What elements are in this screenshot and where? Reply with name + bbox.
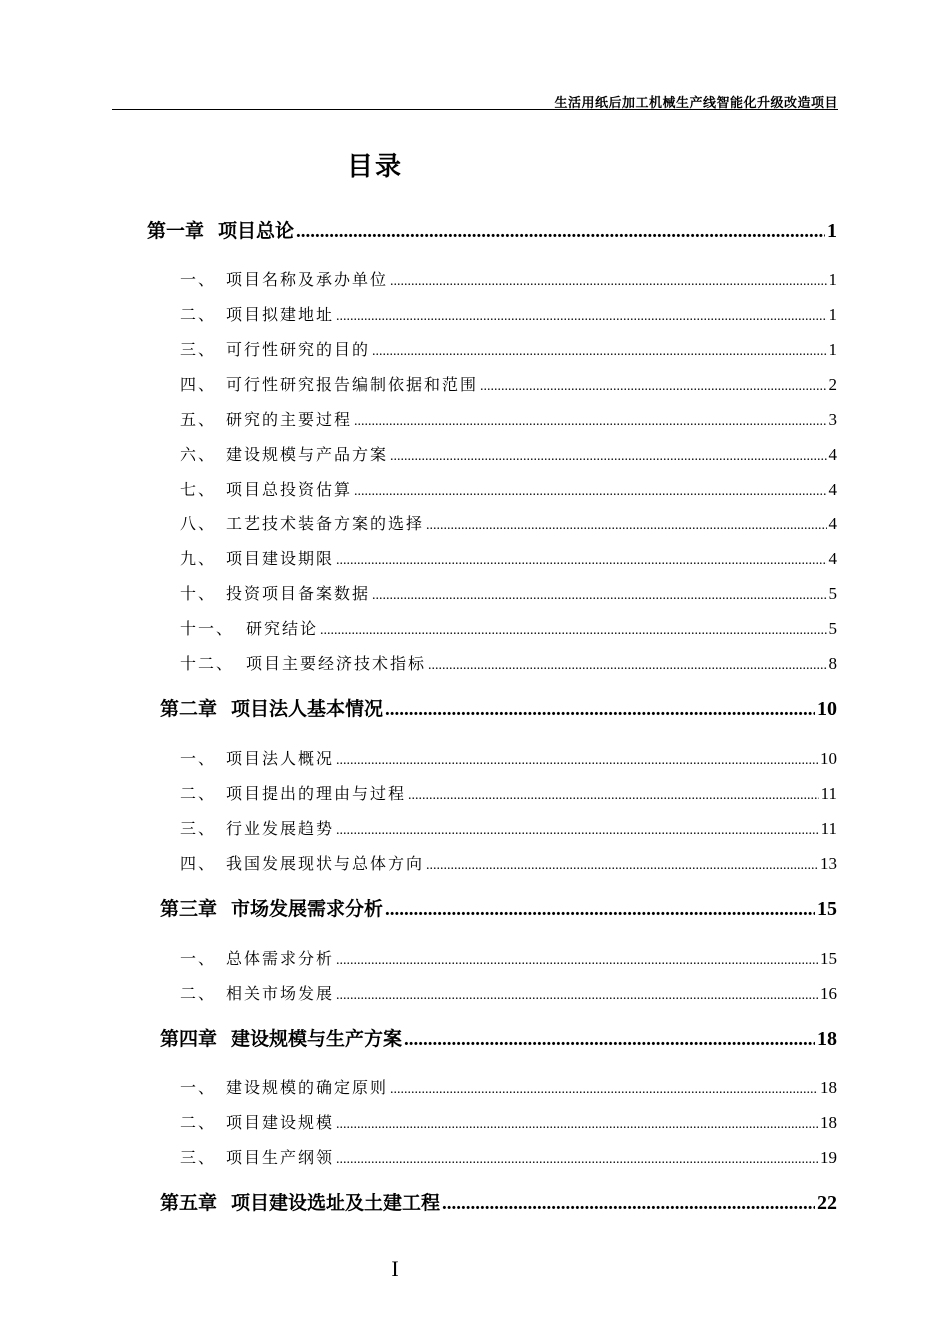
section-title: 项目总投资估算 bbox=[226, 480, 353, 499]
toc-section[interactable] bbox=[180, 372, 837, 395]
toc-section[interactable] bbox=[180, 442, 837, 465]
dot-leader bbox=[320, 623, 826, 639]
dot-leader bbox=[336, 309, 826, 325]
toc-section[interactable] bbox=[180, 302, 837, 325]
chapter-title: 项目法人基本情况 bbox=[231, 698, 384, 720]
dot-leader bbox=[372, 588, 826, 604]
dot-leader bbox=[296, 221, 825, 243]
toc-section[interactable] bbox=[180, 1110, 837, 1133]
section-number: 一、 bbox=[180, 949, 217, 968]
toc-chapter-2[interactable] bbox=[160, 694, 837, 721]
chapter-title: 建设规模与生产方案 bbox=[231, 1028, 403, 1050]
dot-leader bbox=[385, 699, 815, 721]
dot-leader bbox=[336, 1152, 818, 1168]
section-title: 我国发展现状与总体方向 bbox=[226, 854, 425, 873]
toc-section[interactable] bbox=[180, 981, 837, 1004]
dot-leader bbox=[336, 823, 819, 839]
toc-section[interactable] bbox=[180, 816, 837, 839]
toc-section[interactable] bbox=[180, 581, 837, 604]
dot-leader bbox=[390, 1082, 818, 1098]
section-title: 项目拟建地址 bbox=[226, 305, 335, 324]
section-page: 18 bbox=[820, 1078, 837, 1097]
dot-leader bbox=[336, 953, 818, 969]
section-number: 二、 bbox=[180, 1113, 217, 1132]
section-page: 1 bbox=[828, 305, 837, 324]
section-number: 三、 bbox=[180, 1148, 217, 1167]
section-number: 六、 bbox=[180, 445, 217, 464]
section-number: 五、 bbox=[180, 410, 217, 429]
dot-leader bbox=[336, 1117, 818, 1133]
section-page: 4 bbox=[828, 514, 837, 533]
chapter-page: 18 bbox=[817, 1028, 837, 1050]
toc-section[interactable] bbox=[180, 1075, 837, 1098]
dot-leader bbox=[336, 988, 818, 1004]
section-number: 十、 bbox=[180, 584, 217, 603]
dot-leader bbox=[404, 1029, 815, 1051]
section-page: 4 bbox=[828, 480, 837, 499]
dot-leader bbox=[390, 274, 826, 290]
toc-section[interactable] bbox=[180, 946, 837, 969]
dot-leader bbox=[428, 658, 826, 674]
section-page: 15 bbox=[820, 949, 837, 968]
toc-section[interactable] bbox=[180, 746, 837, 769]
section-page: 16 bbox=[820, 984, 837, 1003]
toc-section[interactable] bbox=[180, 1145, 837, 1168]
section-page: 10 bbox=[820, 749, 837, 768]
toc-section[interactable] bbox=[180, 616, 837, 639]
section-number: 十一、 bbox=[180, 619, 235, 638]
toc-section[interactable] bbox=[180, 407, 837, 430]
section-title: 行业发展趋势 bbox=[226, 819, 335, 838]
toc-section[interactable] bbox=[180, 781, 837, 804]
section-title: 投资项目备案数据 bbox=[226, 584, 371, 603]
dot-leader bbox=[390, 449, 826, 465]
section-number: 九、 bbox=[180, 549, 217, 568]
section-title: 项目建设规模 bbox=[226, 1113, 335, 1132]
section-title: 可行性研究报告编制依据和范围 bbox=[226, 375, 479, 394]
section-number: 一、 bbox=[180, 1078, 217, 1097]
section-title: 工艺技术装备方案的选择 bbox=[226, 514, 425, 533]
section-number: 三、 bbox=[180, 819, 217, 838]
toc-chapter-1[interactable] bbox=[147, 216, 837, 243]
section-number: 一、 bbox=[180, 270, 217, 289]
section-page: 19 bbox=[820, 1148, 837, 1167]
section-page: 3 bbox=[828, 410, 837, 429]
toc-chapter-5[interactable] bbox=[160, 1188, 837, 1215]
dot-leader bbox=[354, 484, 826, 500]
section-number: 三、 bbox=[180, 340, 217, 359]
section-number: 七、 bbox=[180, 480, 217, 499]
section-number: 二、 bbox=[180, 305, 217, 324]
toc-section[interactable] bbox=[180, 477, 837, 500]
dot-leader bbox=[408, 788, 819, 804]
section-title: 项目主要经济技术指标 bbox=[246, 654, 427, 673]
section-page: 4 bbox=[828, 549, 837, 568]
chapter-number: 第二章 bbox=[160, 698, 218, 720]
chapter-number: 第四章 bbox=[160, 1028, 218, 1050]
toc-section[interactable] bbox=[180, 651, 837, 674]
dot-leader bbox=[426, 518, 826, 534]
section-title: 项目建设期限 bbox=[226, 549, 335, 568]
dot-leader bbox=[354, 414, 826, 430]
dot-leader bbox=[372, 344, 826, 360]
section-title: 建设规模的确定原则 bbox=[226, 1078, 389, 1097]
chapter-title: 市场发展需求分析 bbox=[231, 898, 384, 920]
section-page: 8 bbox=[828, 654, 837, 673]
chapter-page: 10 bbox=[817, 698, 837, 720]
section-page: 18 bbox=[820, 1113, 837, 1132]
page-number: I bbox=[391, 1256, 399, 1281]
header-divider bbox=[112, 109, 838, 110]
section-title: 研究的主要过程 bbox=[226, 410, 353, 429]
chapter-number: 第一章 bbox=[147, 220, 205, 242]
toc-title: 目录 bbox=[346, 152, 403, 182]
section-number: 二、 bbox=[180, 984, 217, 1003]
toc-chapter-4[interactable] bbox=[160, 1024, 837, 1051]
toc-section[interactable] bbox=[180, 851, 837, 874]
section-number: 四、 bbox=[180, 854, 217, 873]
section-title: 项目生产纲领 bbox=[226, 1148, 335, 1167]
chapter-title: 项目建设选址及土建工程 bbox=[231, 1192, 441, 1214]
section-number: 八、 bbox=[180, 514, 217, 533]
dot-leader bbox=[336, 753, 818, 769]
toc-section[interactable] bbox=[180, 546, 837, 569]
toc-chapter-3[interactable] bbox=[160, 894, 837, 921]
section-number: 四、 bbox=[180, 375, 217, 394]
section-page: 13 bbox=[820, 854, 837, 873]
section-page: 1 bbox=[828, 270, 837, 289]
chapter-number: 第三章 bbox=[160, 898, 218, 920]
section-page: 11 bbox=[820, 784, 837, 803]
dot-leader bbox=[385, 899, 815, 921]
chapter-page: 1 bbox=[827, 220, 837, 242]
dot-leader bbox=[426, 858, 818, 874]
section-number: 二、 bbox=[180, 784, 217, 803]
section-title: 项目法人概况 bbox=[226, 749, 335, 768]
section-title: 可行性研究的目的 bbox=[226, 340, 371, 359]
section-title: 总体需求分析 bbox=[226, 949, 335, 968]
dot-leader bbox=[336, 553, 826, 569]
section-title: 相关市场发展 bbox=[226, 984, 335, 1003]
chapter-page: 15 bbox=[817, 898, 837, 920]
chapter-title: 项目总论 bbox=[218, 220, 295, 242]
section-page: 5 bbox=[828, 619, 837, 638]
toc-section[interactable] bbox=[180, 511, 837, 534]
section-number: 十二、 bbox=[180, 654, 235, 673]
section-title: 项目提出的理由与过程 bbox=[226, 784, 407, 803]
section-page: 4 bbox=[828, 445, 837, 464]
dot-leader bbox=[480, 379, 826, 395]
chapter-number: 第五章 bbox=[160, 1192, 218, 1214]
section-title: 建设规模与产品方案 bbox=[226, 445, 389, 464]
toc-section[interactable] bbox=[180, 267, 837, 290]
dot-leader bbox=[442, 1193, 815, 1215]
running-header: 生活用纸后加工机械生产线智能化升级改造项目 bbox=[554, 96, 838, 111]
toc-section[interactable] bbox=[180, 337, 837, 360]
section-number: 一、 bbox=[180, 749, 217, 768]
section-page: 2 bbox=[828, 375, 837, 394]
section-page: 11 bbox=[820, 819, 837, 838]
section-page: 5 bbox=[828, 584, 837, 603]
section-title: 研究结论 bbox=[246, 619, 319, 638]
chapter-page: 22 bbox=[817, 1192, 837, 1214]
section-title: 项目名称及承办单位 bbox=[226, 270, 389, 289]
section-page: 1 bbox=[828, 340, 837, 359]
